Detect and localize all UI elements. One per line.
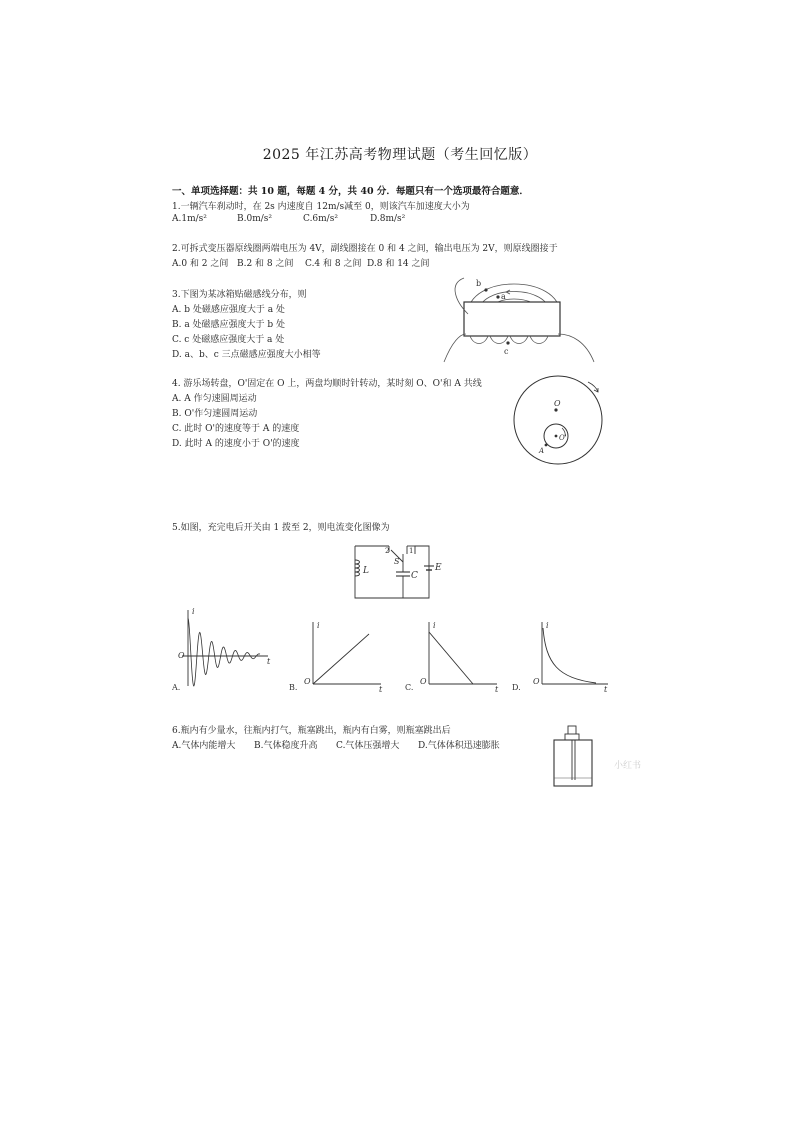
- graph-d-option-label: D.: [512, 683, 521, 692]
- bottle-body: [554, 740, 592, 786]
- q3-stem: 3.下图为某冰箱贴磁感线分布，则: [172, 290, 307, 300]
- q4-option-d: D. 此时 A 的速度小于 O'的速度: [172, 439, 300, 449]
- switch-terminal-2: 2: [385, 547, 390, 555]
- graph-d: [512, 618, 612, 694]
- q2-option-a: A.0 和 2 之间: [172, 259, 229, 269]
- watermark: 小红书: [614, 761, 642, 771]
- graph-c-option-label: C.: [405, 683, 414, 692]
- switch-terminal-1: 1: [409, 547, 414, 555]
- graph-a: [172, 606, 282, 694]
- graph-c-origin: O: [420, 677, 427, 686]
- q4-option-c: C. 此时 O'的速度等于 A 的速度: [172, 424, 300, 434]
- section-heading: 一、单项选择题：共 10 题，每题 4 分，共 40 分．每题只有一个选项最符合题意．: [172, 186, 529, 197]
- graph-a-origin: O: [178, 651, 185, 660]
- q1-option-d: D.8m/s²: [370, 214, 406, 224]
- label-A: A: [539, 447, 545, 455]
- q1-stem: 1.一辆汽车刹动时，在 2s 内速度自 12m/s减至 0，则该汽车加速度大小为: [172, 202, 470, 212]
- bottle-figure: [548, 724, 598, 788]
- q2-option-d: D.8 和 14 之间: [367, 259, 430, 269]
- q6-option-b: B.气体稳度升高: [254, 741, 318, 751]
- switch-label: S: [394, 557, 400, 566]
- q1-option-a: A.1m/s²: [172, 214, 207, 224]
- label-a: a: [501, 292, 506, 301]
- page-title: 2025 年江苏高考物理试题（考生回忆版）: [262, 147, 538, 163]
- q1-option-b: B.0m/s²: [237, 214, 272, 224]
- lc-circuit-figure: [345, 540, 445, 604]
- q3-option-d: D. a、b、c 三点磁感应强度大小相等: [172, 350, 321, 360]
- graph-a-axis-i: i: [192, 607, 195, 616]
- q5-stem: 5.如图，充完电后开关由 1 拨至 2，则电流变化图像为: [172, 523, 390, 533]
- q2-option-c: C.4 和 8 之间: [305, 259, 362, 269]
- q4-stem: 4. 游乐场转盘，O'固定在 O 上，两盘均顺时针转动，某时刻 O、O'和 A 共线: [172, 379, 482, 389]
- capacitor-label: C: [411, 571, 418, 581]
- linear-decrease-line: [429, 632, 473, 684]
- inductor-label: L: [363, 566, 369, 576]
- magnet-field-figure: [438, 272, 598, 368]
- damped-oscillation-curve: [188, 618, 260, 686]
- q6-option-c: C.气体压强增大: [336, 741, 400, 751]
- q2-stem: 2.可拆式变压器原线圈两端电压为 4V，副线圈接在 0 和 4 之间，输出电压为 2V，则原线圈接于: [172, 244, 558, 254]
- outer-disk: [514, 376, 602, 464]
- graph-c: [405, 618, 505, 694]
- battery-label: E: [435, 563, 442, 573]
- q1-option-c: C.6m/s²: [303, 214, 338, 224]
- graph-d-axis-t: t: [604, 685, 608, 694]
- q3-option-b: B. a 处磁感应强度大于 b 处: [172, 320, 286, 330]
- graph-c-axis-t: t: [495, 685, 499, 694]
- turntable-figure: [508, 370, 608, 470]
- graph-b: [289, 618, 389, 694]
- graph-a-axis-t: t: [267, 657, 271, 666]
- q3-option-c: C. c 处磁感应强度大于 a 处: [172, 335, 285, 345]
- graph-b-axis-t: t: [379, 685, 383, 694]
- graph-b-origin: O: [304, 677, 311, 686]
- q4-option-b: B. O'作匀速圆周运动: [172, 409, 258, 419]
- graph-c-axis-i: i: [433, 621, 436, 630]
- label-b: b: [476, 279, 482, 288]
- linear-increase-line: [313, 634, 369, 684]
- q4-option-a: A. A 作匀速圆周运动: [172, 394, 257, 404]
- q2-option-b: B.2 和 8 之间: [237, 259, 294, 269]
- graph-d-axis-i: i: [546, 621, 549, 630]
- label-O: O: [554, 399, 561, 408]
- exponential-decay-curve: [543, 628, 596, 683]
- graph-b-axis-i: i: [317, 621, 320, 630]
- q6-stem: 6.瓶内有少量水，往瓶内打气，瓶塞跳出，瓶内有白雾，则瓶塞跳出后: [172, 726, 451, 736]
- magnet-block: [464, 302, 560, 336]
- label-c: c: [504, 347, 509, 356]
- label-O-prime: O': [559, 434, 567, 442]
- q6-option-d: D.气体体积迅速膨胀: [418, 741, 500, 751]
- graph-a-option-label: A.: [172, 683, 181, 692]
- q3-option-a: A. b 处磁感应强度大于 a 处: [172, 305, 285, 315]
- graph-b-option-label: B.: [289, 683, 298, 692]
- graph-d-origin: O: [533, 677, 540, 686]
- q6-option-a: A.气体内能增大: [172, 741, 236, 751]
